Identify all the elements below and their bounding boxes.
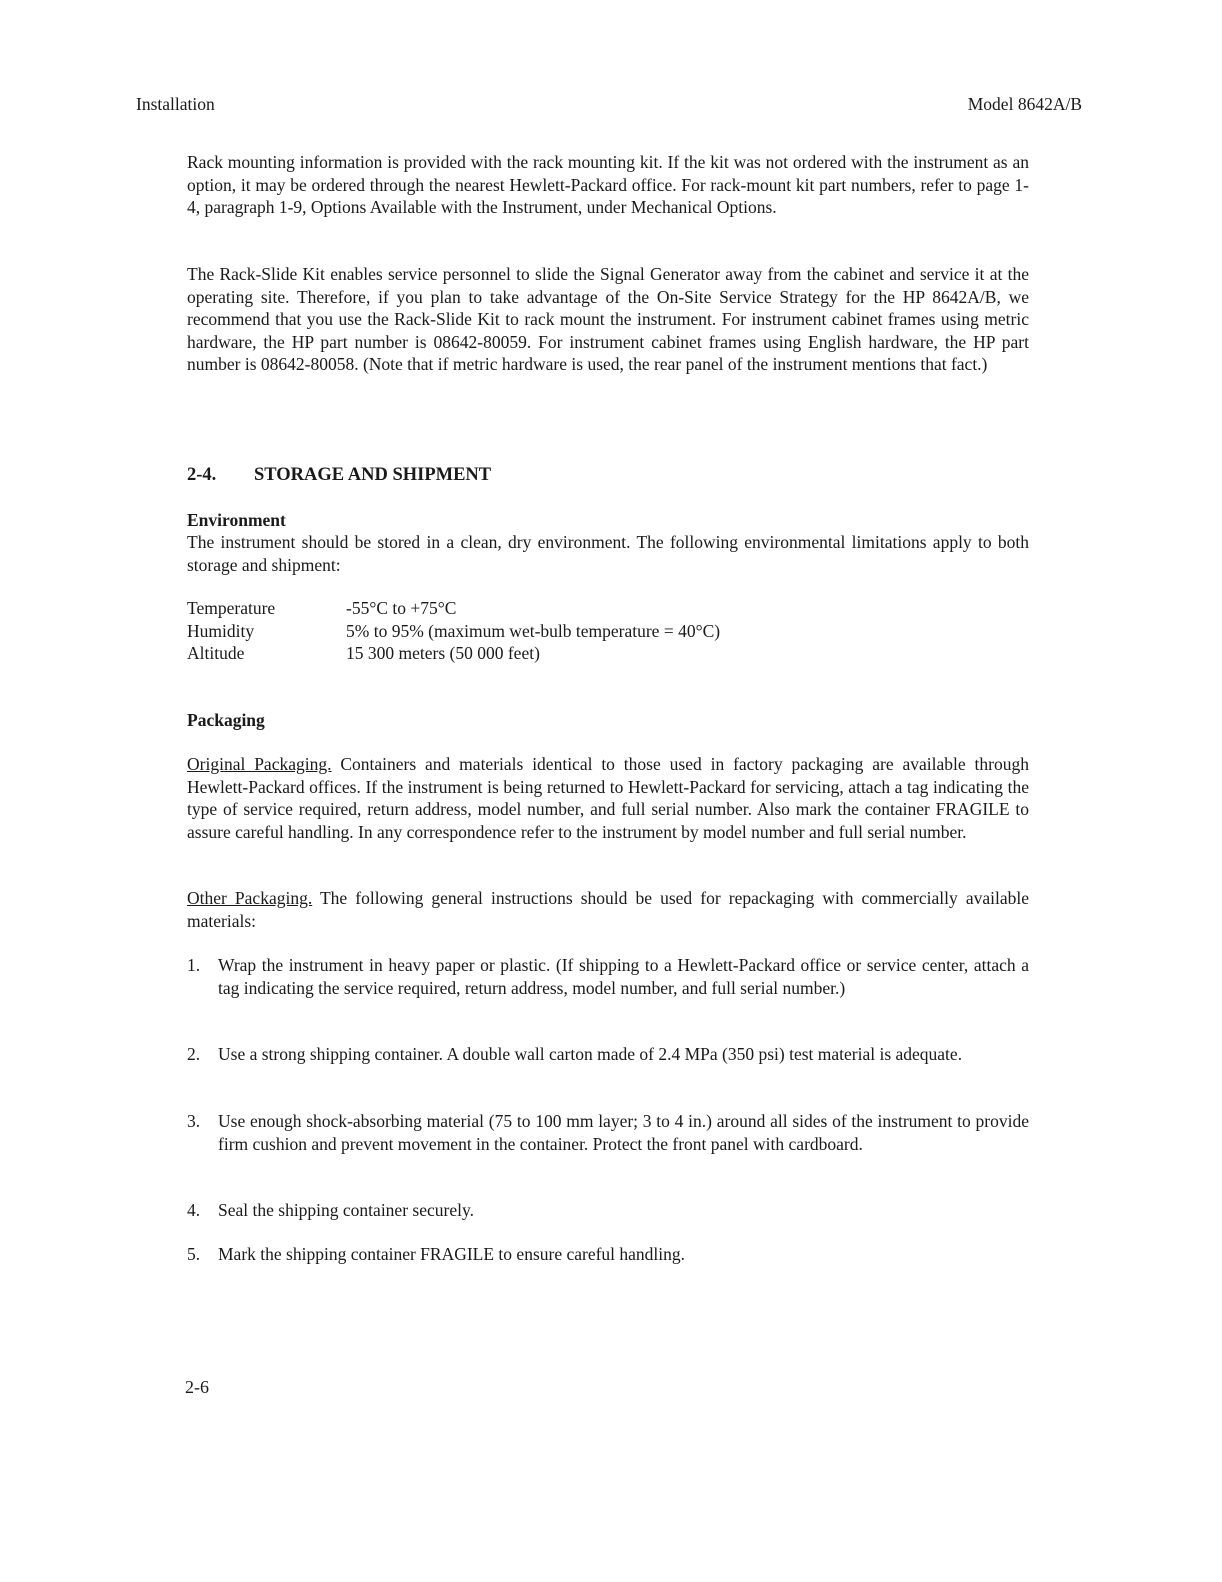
packaging-step (187, 954, 1029, 999)
limit-label: Humidity (187, 620, 255, 641)
limit-label: Altitude (187, 643, 245, 663)
limit-row (187, 597, 720, 620)
step-number: 1. (187, 955, 201, 975)
rack-mounting-paragraph: Rack mounting information is provided with the rack mounting kit. If the kit was not ordered with the instrument as an option, it may be ordered through the nearest Hewlett-Packard office. For rack-mount kit part numbers, refer to page 1-4, paragraph 1-9, Options Available with the Instrument, under Mechanical Options. (187, 152, 1029, 217)
packaging-step (187, 1243, 1029, 1266)
other-packaging-paragraph (187, 887, 1029, 932)
step-text: Use a strong shipping container. A double wall carton made of 2.4 MPa (350 psi) test material is adequate. (218, 1044, 963, 1064)
packaging-step (187, 1199, 1029, 1222)
section-title: STORAGE AND SHIPMENT (254, 465, 492, 485)
step-number: 3. (187, 1111, 201, 1131)
limit-row (187, 642, 720, 665)
step-text: Seal the shipping container securely. (218, 1200, 474, 1220)
step-number: 5. (187, 1244, 201, 1264)
packaging-step (187, 1110, 1029, 1155)
environment-intro: The instrument should be stored in a clean, dry environment. The following environmental limitations apply to both storage and shipment: (187, 532, 1029, 575)
step-text: Mark the shipping container FRAGILE to ensure careful handling. (218, 1244, 686, 1264)
step-text: Wrap the instrument in heavy paper or plastic. (If shipping to a Hewlett-Packard office or service center, attach a tag indicating the service required, return address, model number, and full serial number.) (218, 955, 1029, 998)
rack-slide-paragraph: The Rack-Slide Kit enables service personnel to slide the Signal Generator away from the cabinet and service it at the operating site. Therefore, if you plan to take advantage of the On-Site Service Strategy for the HP 8642A/B, we recommend that you use the Rack-Slide Kit to rack mount the instrument. For instrument cabinet frames using metric hardware, the HP part number is 08642-80059. For instrument cabinet frames using English hardware, the HP part number is 08642-80058. (Note that if metric hardware is used, the rear panel of the instrument mentions that fact.) (187, 264, 1029, 374)
limit-row (187, 620, 720, 643)
running-header-model: Model 8642A/B (967, 94, 1082, 114)
section-number: 2-4. (187, 465, 217, 485)
section-heading (187, 464, 491, 487)
other-packaging-text: The following general instructions should be used for repackaging with commercially available materials: (187, 888, 1029, 931)
packaging-step (187, 1043, 1029, 1066)
limit-value: -55°C to +75°C (346, 598, 457, 618)
limit-value: 15 300 meters (50 000 feet) (346, 643, 540, 663)
step-text: Use enough shock-absorbing material (75 to 100 mm layer; 3 to 4 in.) around all sides of the instrument to provide firm cushion and prevent movement in the container. Protect the front panel with cardboard. (218, 1111, 1029, 1154)
limit-label: Temperature (187, 598, 276, 618)
page-number: 2-6 (185, 1377, 209, 1397)
step-number: 4. (187, 1200, 201, 1220)
environment-heading: Environment (187, 510, 286, 530)
original-packaging-text: Containers and materials identical to those used in factory packaging are available through Hewlett-Packard offices. If the instrument is being returned to Hewlett-Packard for servicing, attach a tag indicating the type of service required, return address, model number, and full serial number. Also mark the container FRAGILE to assure careful handling. In any correspondence refer to the instrument by model number and full serial number. (187, 754, 1029, 842)
original-packaging-paragraph (187, 753, 1029, 843)
original-packaging-label: Original Packaging. (187, 754, 332, 774)
running-header-section: Installation (136, 94, 215, 114)
environment-limits-table (187, 597, 720, 665)
packaging-heading: Packaging (187, 710, 265, 730)
step-number: 2. (187, 1044, 201, 1064)
limit-value: 5% to 95% (maximum wet-bulb temperature = 40°C) (346, 620, 721, 641)
other-packaging-label: Other Packaging. (187, 888, 313, 908)
